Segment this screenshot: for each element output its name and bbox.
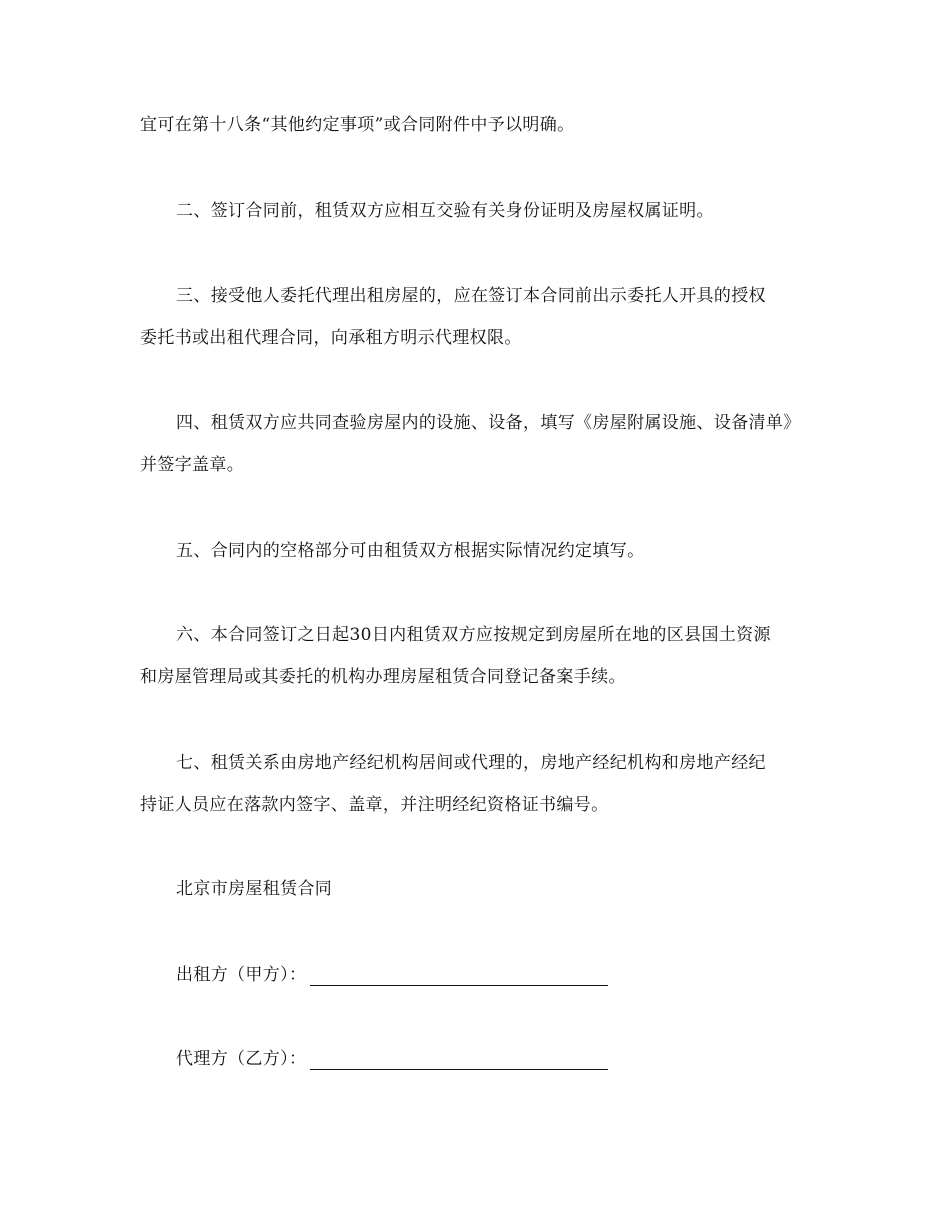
paragraph-2-line-1: 二、签订合同前，租赁双方应相互交验有关身份证明及房屋权属证明。 [176, 201, 714, 221]
paragraph-7-line-1: 七、租赁关系由房地产经纪机构居间或代理的，房地产经纪机构和房地产经纪 [176, 753, 766, 773]
agent-field [176, 1048, 608, 1070]
paragraph-6-line-1: 六、本合同签订之日起30日内租赁双方应按规定到房屋所在地的区县国土资源 [176, 625, 771, 645]
agent-label: 代理方（乙方）： [176, 1049, 307, 1069]
contract-title: 北京市房屋租赁合同 [176, 879, 333, 899]
paragraph-4-line-2: 并签字盖章。 [140, 455, 245, 475]
paragraph-5-line-1: 五、合同内的空格部分可由租赁双方根据实际情况约定填写。 [176, 541, 645, 561]
lessor-blank-line [310, 967, 608, 986]
paragraph-3-line-2: 委托书或出租代理合同，向承租方明示代理权限。 [140, 328, 522, 348]
paragraph-1-line-1: 宜可在第十八条“其他约定事项”或合同附件中予以明确。 [140, 115, 575, 135]
paragraph-7-line-2: 持证人员应在落款内签字、盖章，并注明经纪资格证书编号。 [140, 795, 609, 815]
agent-blank-line [310, 1051, 608, 1070]
paragraph-6-line-2: 和房屋管理局或其委托的机构办理房屋租赁合同登记备案手续。 [140, 667, 626, 687]
paragraph-4-line-1: 四、租赁双方应共同查验房屋内的设施、设备，填写《房屋附属设施、设备清单》 [176, 413, 801, 433]
lessor-label: 出租方（甲方）： [176, 965, 307, 985]
lessor-field [176, 964, 608, 986]
paragraph-3-line-1: 三、接受他人委托代理出租房屋的，应在签订本合同前出示委托人开具的授权 [176, 286, 766, 306]
